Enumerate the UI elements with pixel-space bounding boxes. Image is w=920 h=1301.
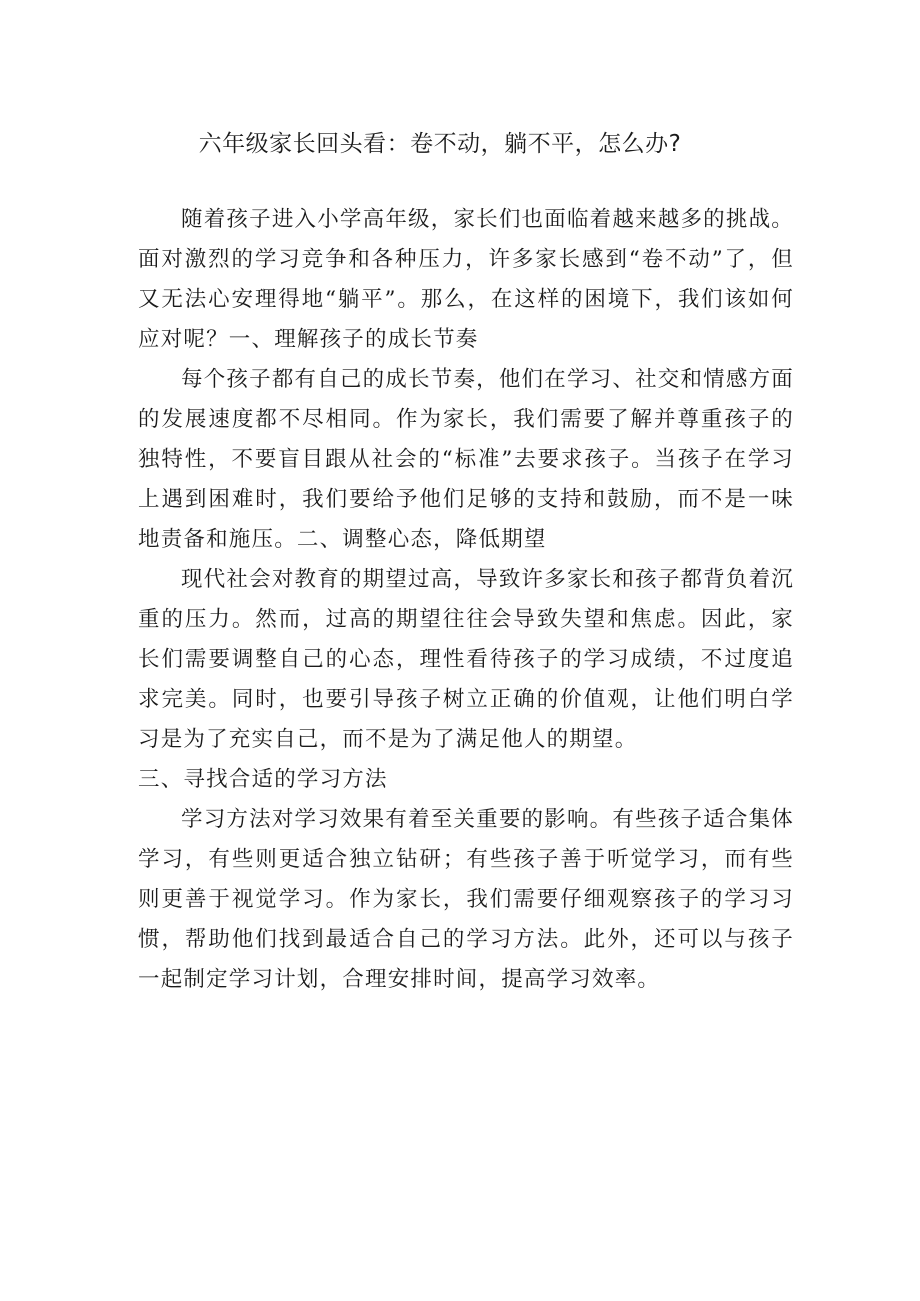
- section-heading-learning-method: 三、寻找合适的学习方法: [138, 767, 388, 792]
- document-title: 六年级家长回头看：卷不动，躺不平，怎么办?: [198, 131, 682, 157]
- paragraph-adjust-mindset: 现代社会对教育的期望过高，导致许多家长和孩子都背负着沉重的压力。然而，过高的期望往往会导致失望和焦虑。因此，家长们需要调整自己的心态，理性看待孩子的学习成绩，不过度追求完美。同时，也要引导孩子树立正确的价值观，让他们明白学习是为了充实自己，而不是为了满足他人的期望。: [138, 567, 794, 752]
- document-body: [138, 200, 794, 1000]
- paragraph-learning-method: 学习方法对学习效果有着至关重要的影响。有些孩子适合集体学习，有些则更适合独立钻研；有些孩子善于听觉学习，而有些则更善于视觉学习。作为家长，我们需要仔细观察孩子的学习习惯，帮助他们找到最适合自己的学习方法。此外，还可以与孩子一起制定学习计划，合理安排时间，提高学习效率。: [138, 807, 794, 992]
- paragraph-growth-rhythm: 每个孩子都有自己的成长节奏，他们在学习、社交和情感方面的发展速度都不尽相同。作为家长，我们需要了解并尊重孩子的独特性，不要盲目跟从社会的“标准”去要求孩子。当孩子在学习上遇到困难时，我们要给予他们足够的支持和鼓励，而不是一味地责备和施压。二、调整心态，降低期望: [138, 367, 794, 552]
- paragraph-intro: 随着孩子进入小学高年级，家长们也面临着越来越多的挑战。面对激烈的学习竞争和各种压力，许多家长感到“卷不动”了，但又无法心安理得地“躺平”。那么，在这样的困境下，我们该如何应对呢？一、理解孩子的成长节奏: [138, 207, 794, 352]
